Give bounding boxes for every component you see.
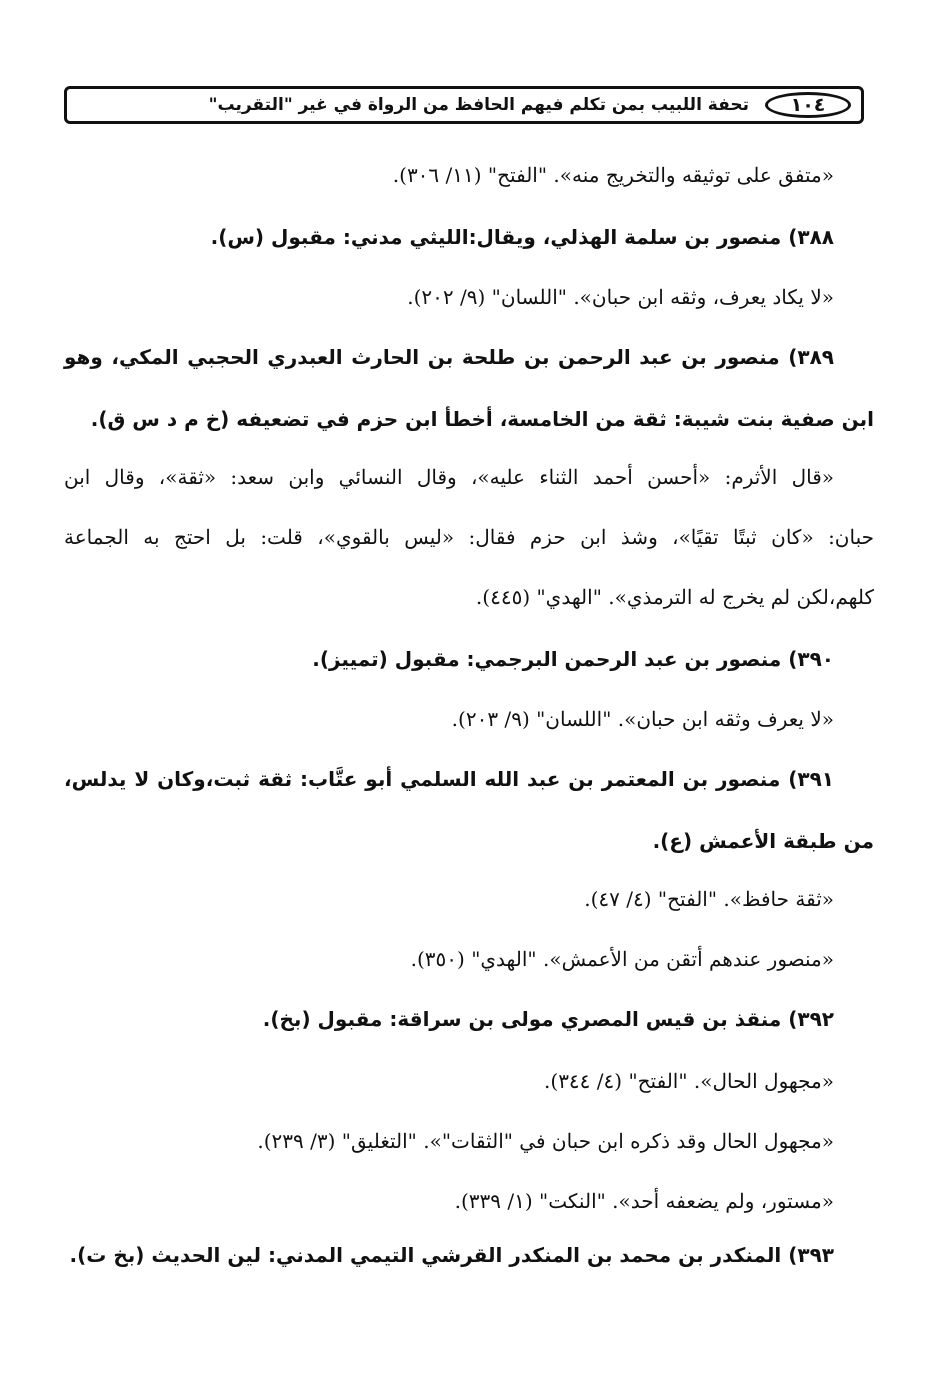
entry-391-heading: ٣٩١) منصور بن المعتمر بن عبد الله السلمي أبو عتَّاب: ثقة ثبت،وكان لا يدلس، <box>64 767 834 791</box>
running-header <box>64 86 864 124</box>
text-line: «ثقة حافظ». "الفتح" (٤/ ٤٧). <box>584 887 834 911</box>
entry-390-heading: ٣٩٠) منصور بن عبد الرحمن البرجمي: مقبول (تمييز). <box>312 647 834 671</box>
entry-393-heading: ٣٩٣) المنكدر بن محمد بن المنكدر القرشي التيمي المدني: لين الحديث (بخ ت). <box>69 1243 834 1267</box>
text-line: «قال الأثرم: «أحسن أحمد الثناء عليه»، وقال النسائي وابن سعد: «ثقة»، وقال ابن <box>64 465 834 489</box>
text-line: «مجهول الحال». "الفتح" (٤/ ٣٤٤). <box>544 1069 834 1093</box>
running-title: تحفة اللبيب بمن تكلم فيهم الحافظ من الرواة في غير "التقريب" <box>208 95 749 115</box>
text-line: «متفق على توثيقه والتخريج منه». "الفتح" (١١/ ٣٠٦). <box>392 163 834 187</box>
page-number: ١٠٤ <box>765 92 851 118</box>
text-line: كلهم،لكن لم يخرج له الترمذي». "الهدي" (٤٤٥). <box>475 585 874 609</box>
text-line: «مستور، ولم يضعفه أحد». "النكت" (١/ ٣٣٩). <box>454 1189 834 1213</box>
text-line: «لا يعرف وثقه ابن حبان». "اللسان" (٩/ ٢٠٣). <box>451 707 834 731</box>
entry-391-heading-continued: من طبقة الأعمش (ع). <box>652 829 874 853</box>
text-line: حبان: «كان ثبتًا تقيًا»، وشذ ابن حزم فقال: «ليس بالقوي»، قلت: بل احتج به الجماعة <box>64 525 874 549</box>
text-line: «مجهول الحال وقد ذكره ابن حبان في "الثقات"». "التغليق" (٣/ ٢٣٩). <box>257 1129 834 1153</box>
entry-388-heading: ٣٨٨) منصور بن سلمة الهذلي، ويقال:الليثي مدني: مقبول (س). <box>210 225 834 249</box>
text-line: «لا يكاد يعرف، وثقه ابن حبان». "اللسان" (٩/ ٢٠٢). <box>407 285 834 309</box>
entry-389-heading: ٣٨٩) منصور بن عبد الرحمن بن طلحة بن الحارث العبدري الحجبي المكي، وهو <box>64 345 834 369</box>
entry-392-heading: ٣٩٢) منقذ بن قيس المصري مولى بن سراقة: مقبول (بخ). <box>262 1007 834 1031</box>
text-line: «منصور عندهم أتقن من الأعمش». "الهدي" (٣٥٠). <box>410 947 834 971</box>
entry-389-heading-continued: ابن صفية بنت شيبة: ثقة من الخامسة، أخطأ ابن حزم في تضعيفه (خ م د س ق). <box>90 407 874 431</box>
